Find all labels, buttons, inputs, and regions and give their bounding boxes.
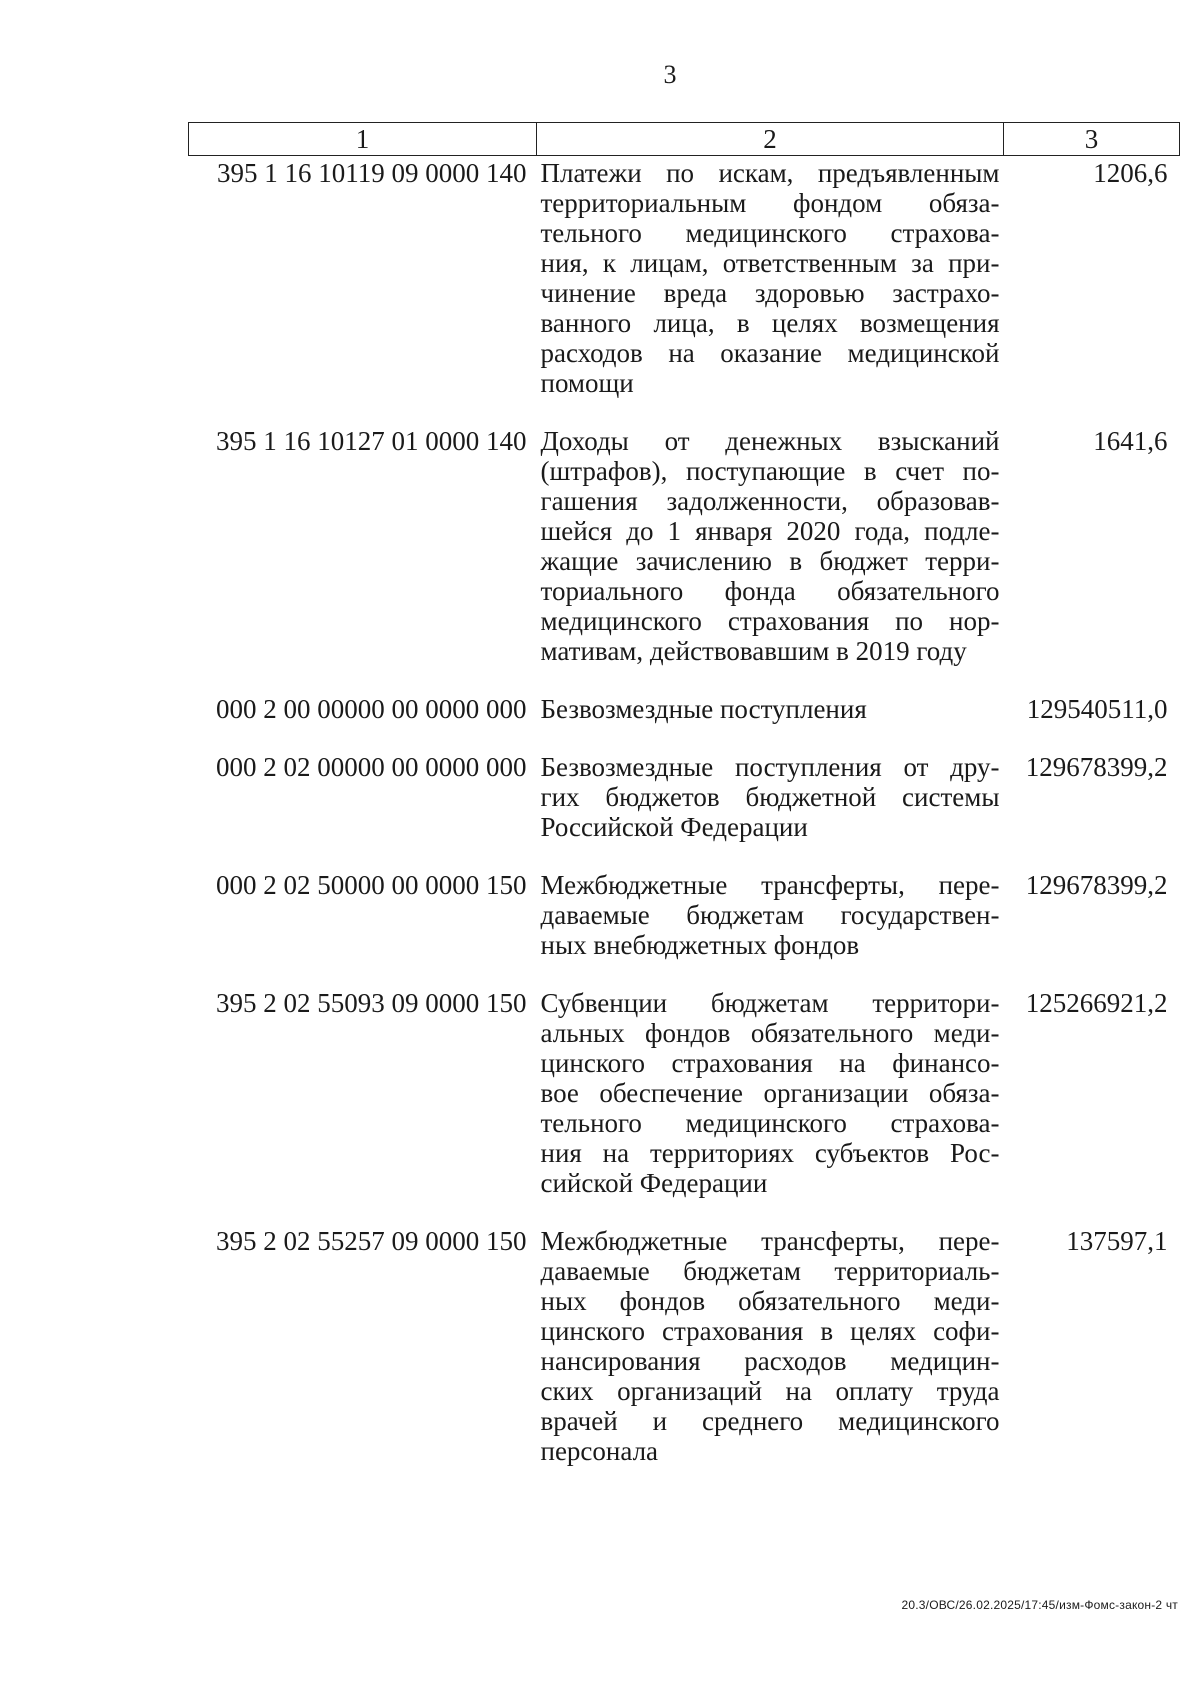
table-header-row — [189, 123, 1180, 156]
revenue-item-name-line: (штрафов), поступающие в счет по- — [540, 456, 1000, 486]
revenue-item-name-line: расходов на оказание медицинской — [540, 338, 1000, 368]
revenue-item-name-line: территориальным фондом обяза- — [540, 188, 1000, 218]
revenue-item-name-line: тельного медицинского страхова- — [540, 1108, 1000, 1138]
revenue-item-name — [537, 870, 1004, 988]
revenue-item-name-line: альных фондов обязательного меди- — [540, 1018, 1000, 1048]
budget-classification-code: 395 2 02 55257 09 0000 150 — [216, 1226, 527, 1256]
budget-classification-code: 000 2 02 50000 00 0000 150 — [216, 870, 527, 900]
revenue-item-name-line: Платежи по искам, предъявленным — [540, 158, 1000, 188]
document-footer-stamp: 20.3/ОВС/26.02.2025/17:45/изм-Фомс-закон-2 чт — [901, 1598, 1178, 1612]
revenue-item-name — [537, 694, 1004, 752]
revenue-item-name — [537, 1226, 1004, 1494]
budget-classification-code: 395 1 16 10119 09 0000 140 — [217, 158, 527, 188]
table-row — [189, 752, 1180, 870]
revenue-item-name-line: Субвенции бюджетам территори- — [540, 988, 1000, 1018]
budget-revenue-table — [188, 122, 1180, 1494]
revenue-item-name-line: Российской Федерации — [540, 812, 808, 842]
budget-classification-code: 000 2 02 00000 00 0000 000 — [216, 752, 527, 782]
budget-classification-code: 395 2 02 55093 09 0000 150 — [216, 988, 527, 1018]
revenue-item-name-line: персонала — [540, 1436, 659, 1466]
table-row — [189, 1226, 1180, 1494]
revenue-item-name — [537, 156, 1004, 427]
revenue-item-name-line: медицинского страхования по нор- — [540, 606, 1000, 636]
revenue-item-name-line: сийской Федерации — [540, 1168, 768, 1198]
revenue-amount: 1206,6 — [1093, 158, 1168, 188]
revenue-amount: 137597,1 — [1066, 1226, 1168, 1256]
revenue-amount: 129678399,2 — [1025, 752, 1168, 782]
revenue-item-name-line: Межбюджетные трансферты, пере- — [540, 1226, 1000, 1256]
revenue-item-name-line: даваемые бюджетам государствен- — [540, 900, 1000, 930]
column-header-name: 2 — [537, 123, 1004, 156]
revenue-item-name-line: шейся до 1 января 2020 года, подле- — [540, 516, 1000, 546]
revenue-item-name-line: ния на территориях субъектов Рос- — [540, 1138, 1000, 1168]
revenue-item-name-line: ных внебюджетных фондов — [540, 930, 860, 960]
column-header-code: 1 — [189, 123, 537, 156]
revenue-amount: 129540511,0 — [1026, 694, 1168, 724]
revenue-item-name-line: ния, к лицам, ответственным за при- — [540, 248, 1000, 278]
revenue-item-name-line: Безвозмездные поступления от дру- — [540, 752, 1000, 782]
column-header-amount: 3 — [1004, 123, 1180, 156]
revenue-item-name-line: цинского страхования в целях софи- — [540, 1316, 1000, 1346]
revenue-item-name-line: ных фондов обязательного меди- — [540, 1286, 1000, 1316]
revenue-amount: 1641,6 — [1093, 426, 1168, 456]
table-row — [189, 870, 1180, 988]
revenue-item-name-line: врачей и среднего медицинского — [540, 1406, 1000, 1436]
revenue-item-name-line: Доходы от денежных взысканий — [540, 426, 1000, 456]
revenue-item-name — [537, 752, 1004, 870]
revenue-item-name-line: жащие зачислению в бюджет терри- — [540, 546, 1000, 576]
revenue-item-name-line: помощи — [540, 368, 634, 398]
revenue-item-name-line: Межбюджетные трансферты, пере- — [540, 870, 1000, 900]
revenue-amount: 129678399,2 — [1025, 870, 1168, 900]
revenue-item-name-line: гашения задолженности, образовав- — [540, 486, 1000, 516]
revenue-item-name — [537, 426, 1004, 694]
table-row — [189, 156, 1180, 427]
budget-classification-code: 395 1 16 10127 01 0000 140 — [216, 426, 527, 456]
revenue-item-name-line: даваемые бюджетам территориаль- — [540, 1256, 1000, 1286]
revenue-item-name-line: ванного лица, в целях возмещения — [540, 308, 1000, 338]
revenue-item-name-line: ских организаций на оплату труда — [540, 1376, 1000, 1406]
revenue-item-name-line: Безвозмездные поступления — [540, 694, 867, 724]
table-row — [189, 426, 1180, 694]
revenue-item-name-line: нансирования расходов медицин- — [540, 1346, 1000, 1376]
revenue-amount: 125266921,2 — [1025, 988, 1168, 1018]
table-row — [189, 988, 1180, 1226]
table-body — [189, 156, 1180, 1495]
revenue-item-name — [537, 988, 1004, 1226]
revenue-item-name-line: цинского страхования на финансо- — [540, 1048, 1000, 1078]
revenue-item-name-line: гих бюджетов бюджетной системы — [540, 782, 1000, 812]
revenue-item-name-line: чинение вреда здоровью застрахо- — [540, 278, 1000, 308]
budget-classification-code: 000 2 00 00000 00 0000 000 — [216, 694, 527, 724]
table-row — [189, 694, 1180, 752]
revenue-item-name-line: мативам, действовавшим в 2019 году — [540, 636, 967, 666]
revenue-item-name-line: ториального фонда обязательного — [540, 576, 1000, 606]
page-number: 3 — [663, 60, 677, 89]
revenue-item-name-line: вое обеспечение организации обяза- — [540, 1078, 1000, 1108]
revenue-item-name-line: тельного медицинского страхова- — [540, 218, 1000, 248]
